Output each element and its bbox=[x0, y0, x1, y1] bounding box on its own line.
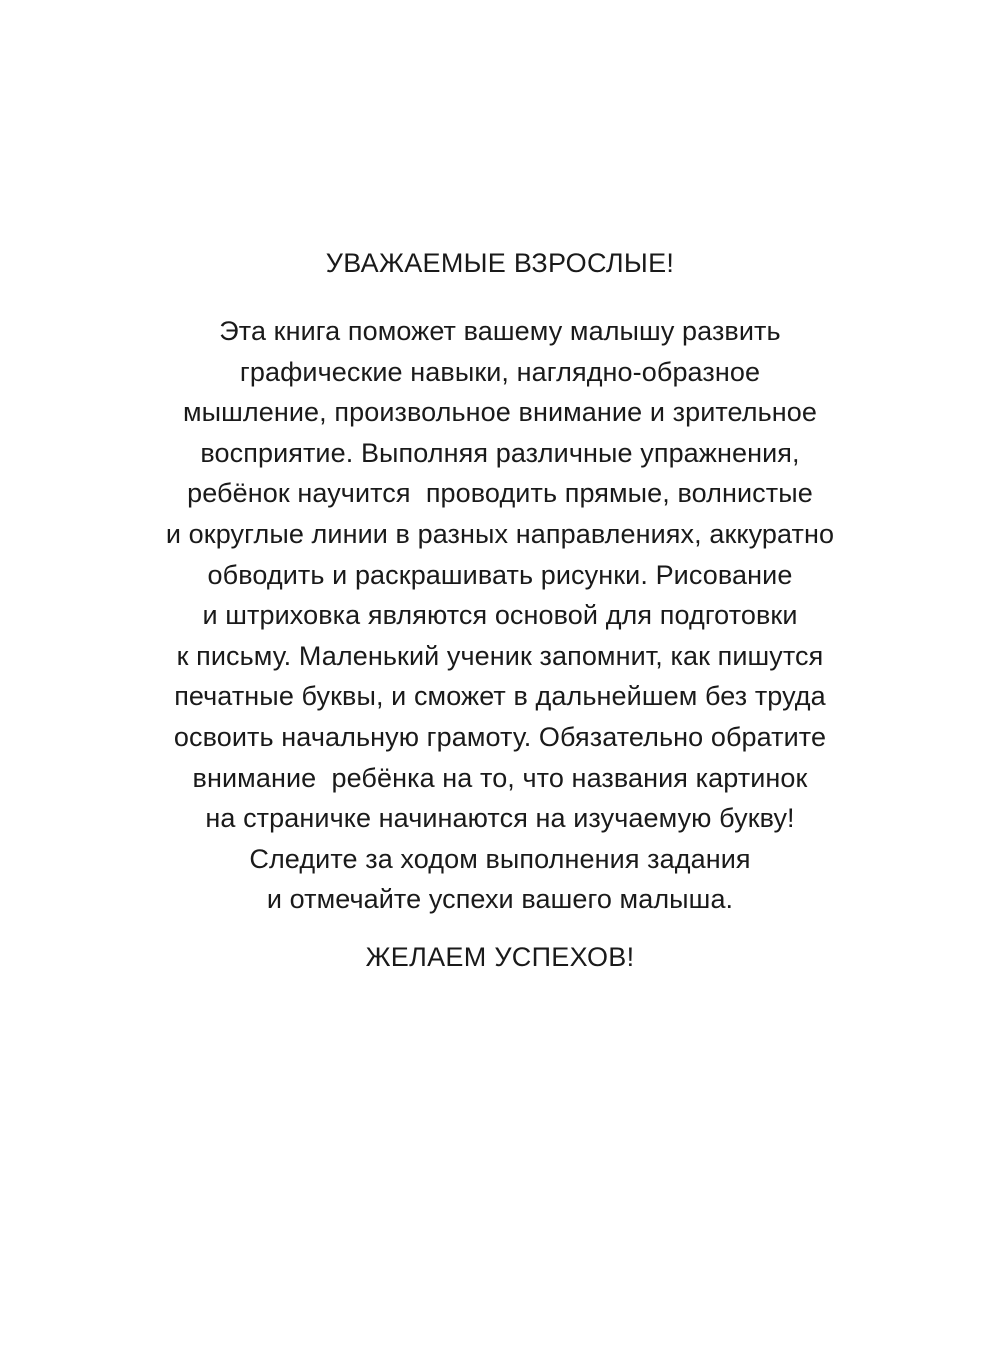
body-line: мышление, произвольное внимание и зрительное bbox=[182, 397, 818, 428]
body-line: и отмечайте успехи вашего малыша. bbox=[266, 884, 734, 915]
body-line: графические навыки, наглядно-образное bbox=[239, 356, 761, 387]
body-line: освоить начальную грамоту. Обязательно обратите bbox=[173, 721, 827, 752]
body-paragraph bbox=[0, 311, 1000, 920]
closing-wish: ЖЕЛАЕМ УСПЕХОВ! bbox=[365, 942, 635, 972]
body-line: ребёнок научится проводить прямые, волнистые bbox=[187, 478, 813, 509]
body-line: обводить и раскрашивать рисунки. Рисование bbox=[207, 559, 793, 590]
body-line: и штриховка являются основой для подготовки bbox=[202, 600, 798, 631]
body-line: и округлые линии в разных направлениях, аккуратно bbox=[165, 518, 835, 549]
body-line: на страничке начинаются на изучаемую букву! bbox=[205, 803, 795, 834]
body-line: к письму. Маленький ученик запомнит, как пишутся bbox=[176, 640, 824, 671]
page-title: УВАЖАЕМЫЕ ВЗРОСЛЫЕ! bbox=[325, 248, 675, 278]
body-line: восприятие. Выполняя различные упражнения, bbox=[200, 437, 800, 468]
body-line: Эта книга поможет вашему малышу развить bbox=[219, 316, 781, 346]
body-line: Следите за ходом выполнения задания bbox=[249, 843, 751, 874]
body-line: внимание ребёнка на то, что названия картинок bbox=[192, 762, 808, 793]
body-line: печатные буквы, и сможет в дальнейшем без труда bbox=[174, 681, 826, 712]
